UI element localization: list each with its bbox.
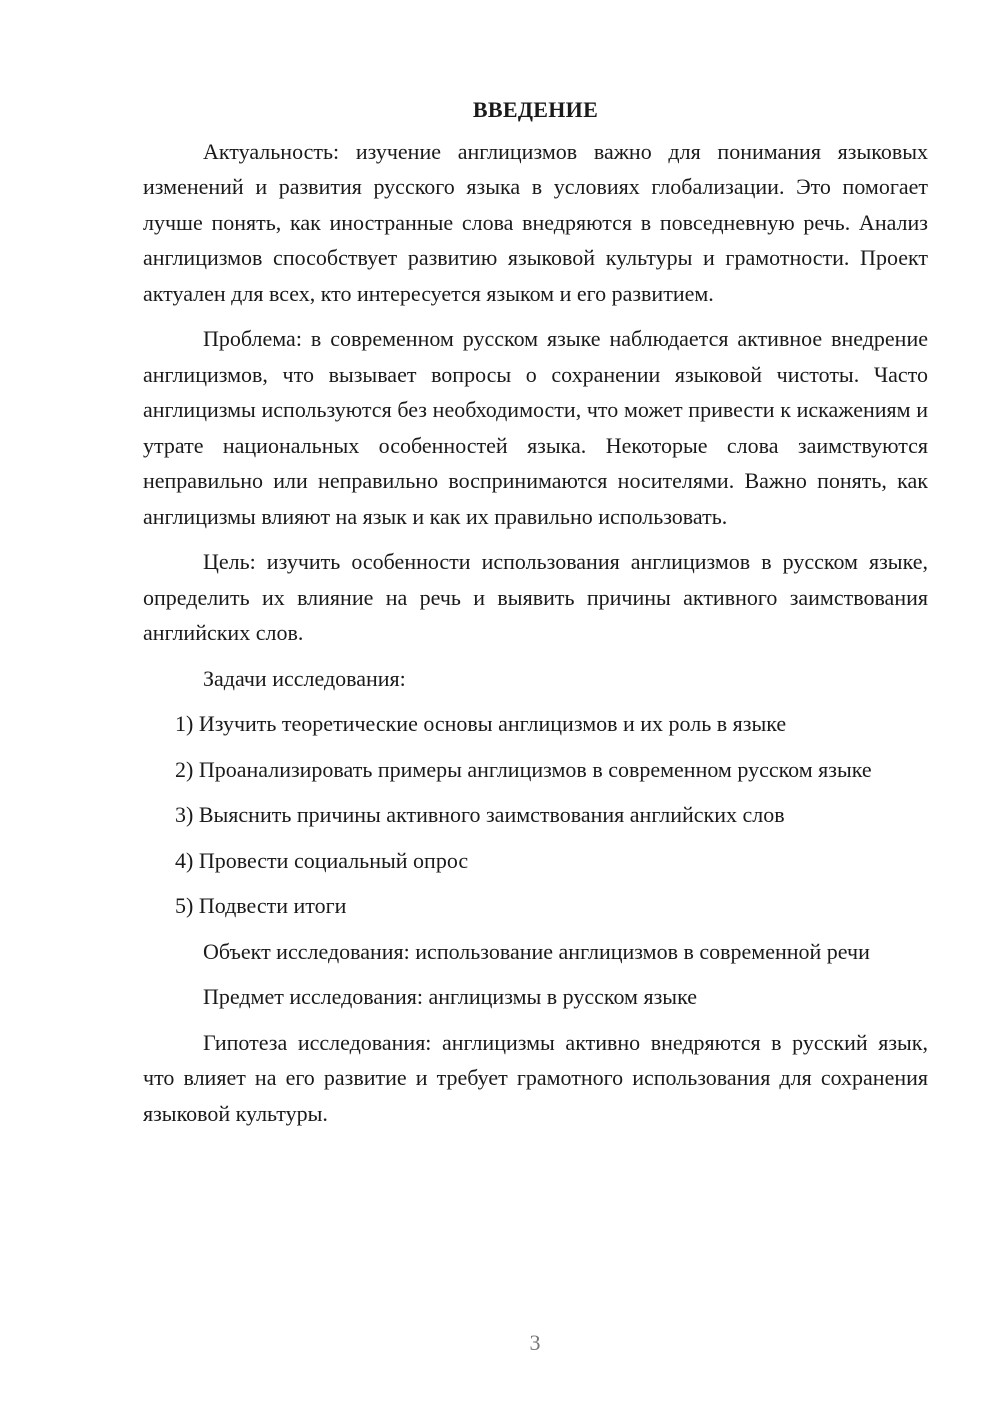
task-item: 5) Подвести итоги bbox=[175, 893, 347, 918]
document-page bbox=[143, 92, 928, 1141]
task-item: 3) Выяснить причины активного заимствования английских слов bbox=[175, 802, 785, 827]
tasks-list bbox=[143, 706, 928, 924]
tasks-heading: Задачи исследования: bbox=[203, 665, 406, 691]
task-item: 2) Проанализировать примеры англицизмов в современном русском языке bbox=[175, 756, 872, 782]
hypothesis-paragraph: Гипотеза исследования: англицизмы активно внедряются в русский язык, что влияет на его развитие и требует грамотного использования для сохранения языковой культуры. bbox=[143, 1029, 928, 1126]
task-item: 1) Изучить теоретические основы англицизмов и их роль в языке bbox=[175, 711, 787, 736]
problem-paragraph: Проблема: в современном русском языке наблюдается активное внедрение англицизмов, что вызывает вопросы о сохранении языковой чистоты. Часто англицизмы используются без необходимости, что может привести к искажениям и утрате национальных особенностей языка. Некоторые слова заимствуются неправильно или неправильно воспринимаются носителями. Важно понять, как англицизмы влияют на язык и как их правильно использовать. bbox=[143, 326, 928, 529]
task-item: 4) Провести социальный опрос bbox=[175, 847, 469, 873]
object-paragraph: Объект исследования: использование англицизмов в современной речи bbox=[203, 938, 870, 964]
page-number: 3 bbox=[529, 1330, 541, 1355]
goal-paragraph: Цель: изучить особенности использования англицизмов в русском языке, определить их влияние на речь и выявить причины активного заимствования английских слов. bbox=[143, 549, 928, 645]
relevance-paragraph: Актуальность: изучение англицизмов важно для понимания языковых изменений и развития русского языка в условиях глобализации. Это помогает лучше понять, как иностранные слова внедряются в повседневную речь. Анализ англицизмов способствует развитию языковой культуры и грамотности. Проект актуален для всех, кто интересуется языком и его развитием. bbox=[143, 138, 928, 306]
page-title: ВВЕДЕНИЕ bbox=[472, 97, 599, 122]
subject-paragraph: Предмет исследования: англицизмы в русском языке bbox=[203, 984, 697, 1009]
